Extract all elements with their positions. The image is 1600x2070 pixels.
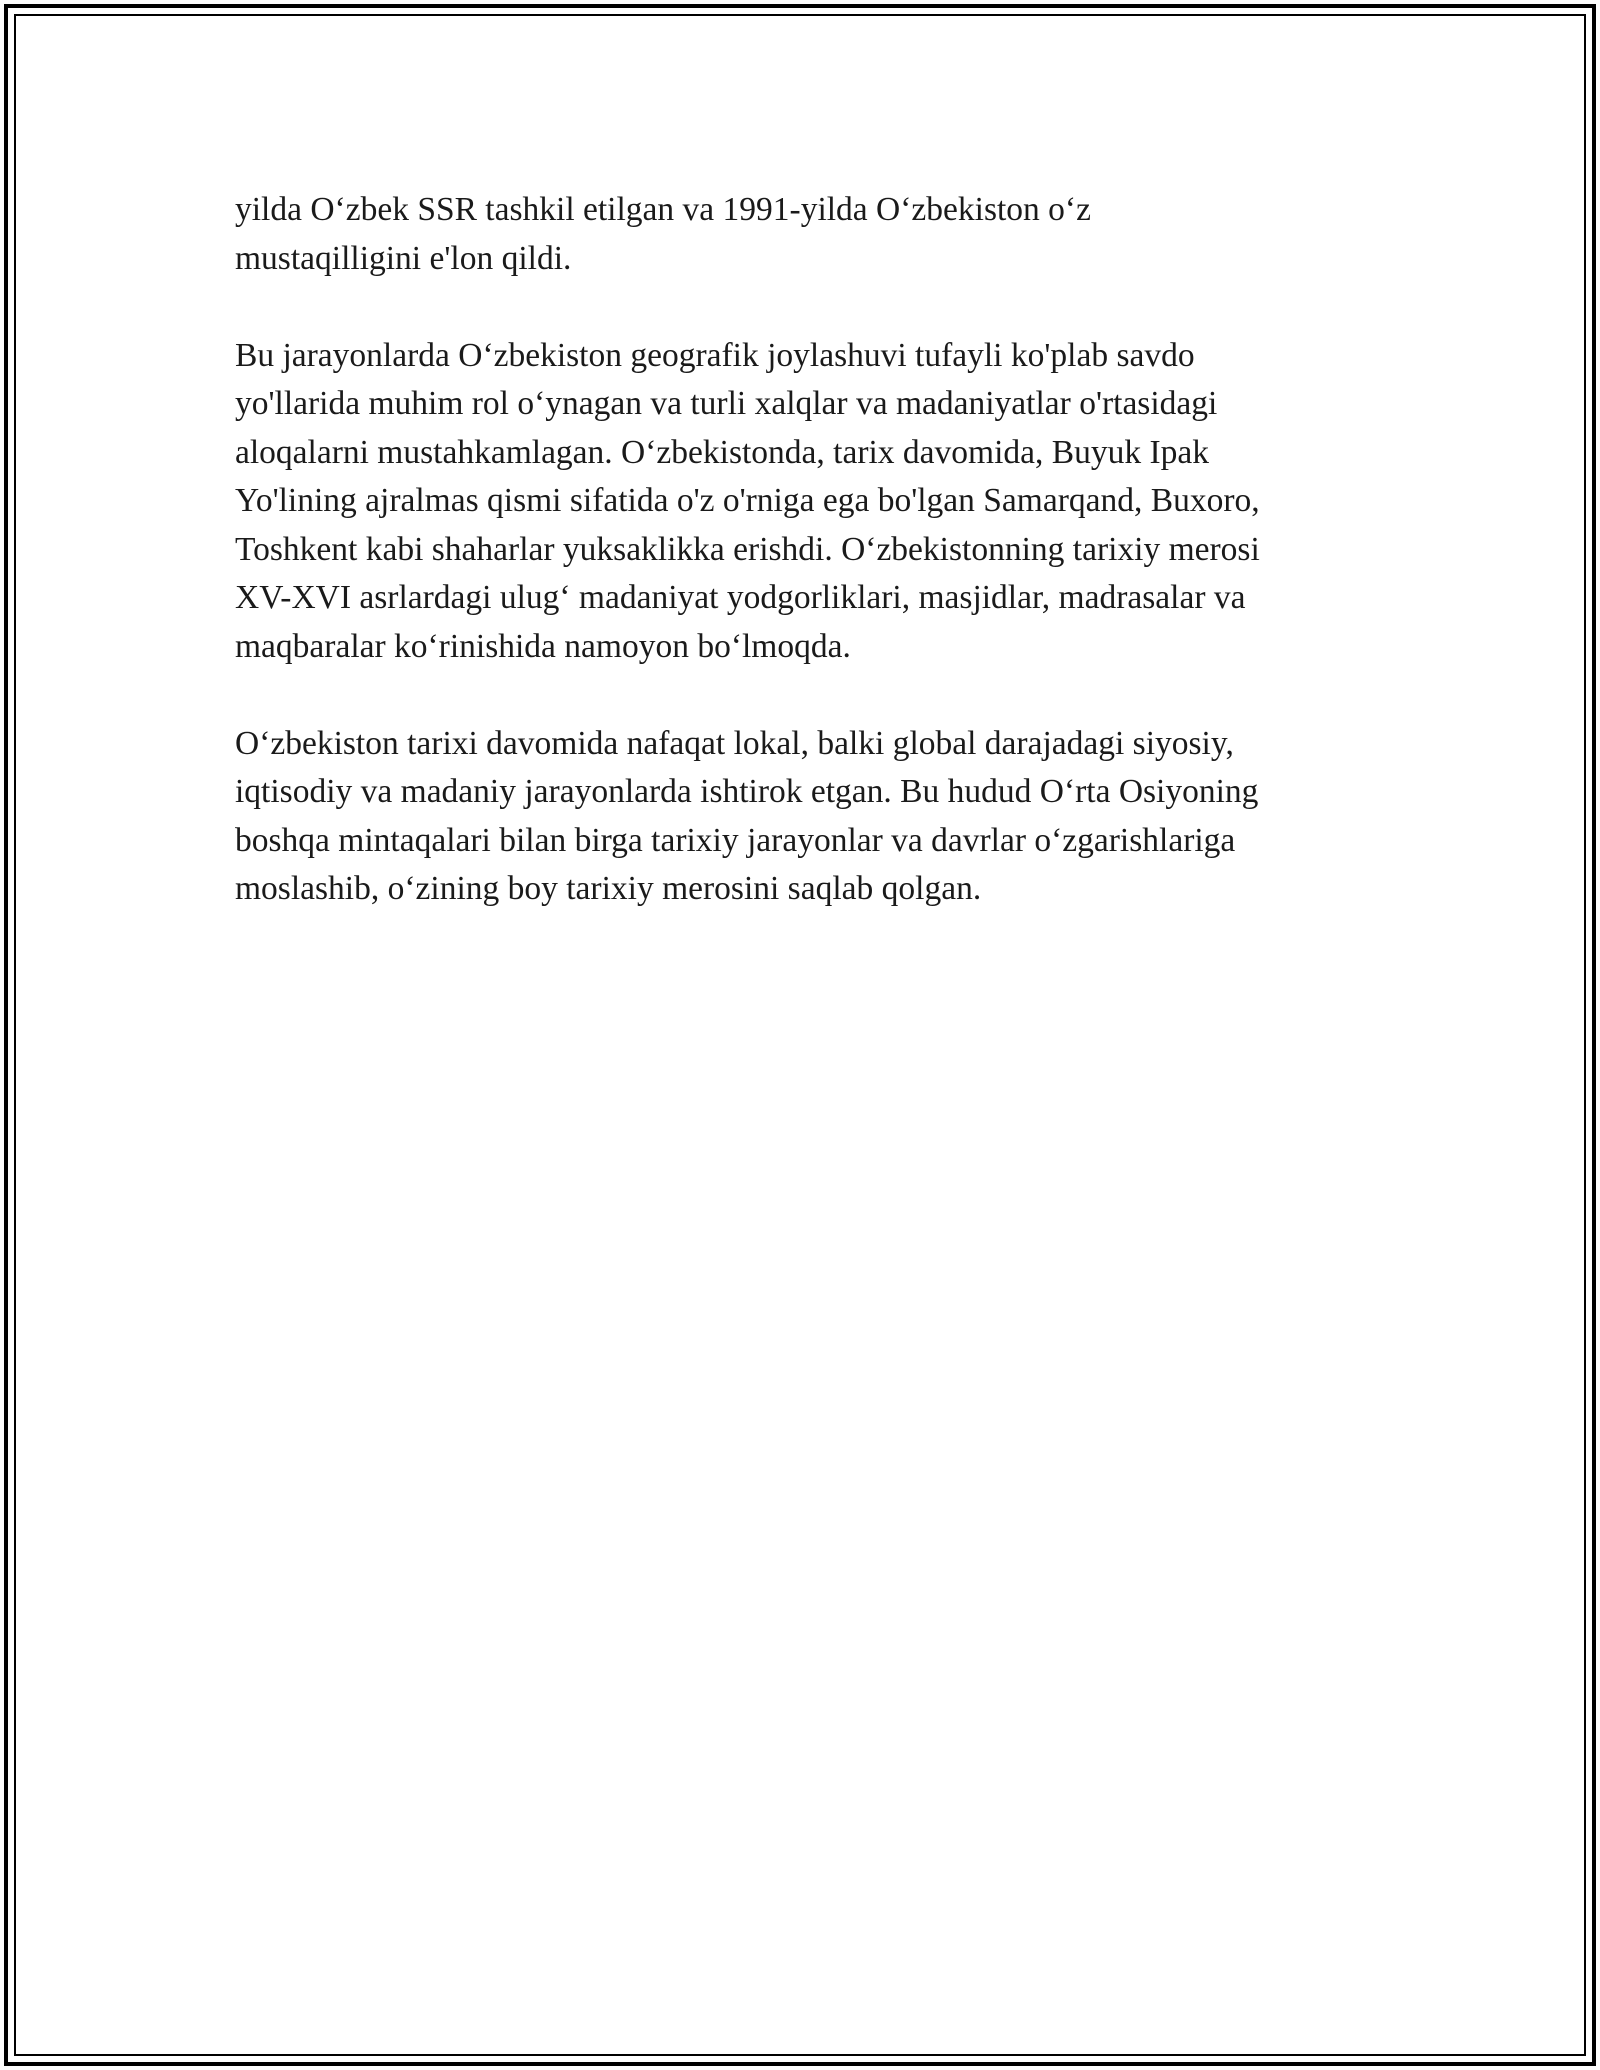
paragraph-3: O‘zbekiston tarixi davomida nafaqat lokal, balki global darajadagi siyosiy, iqtisodiy va madaniy jarayonlarda ishtirok etgan. Bu hudud O‘rta Osiyoning boshqa mintaqalari bilan birga tarixiy jarayonlar va davrlar o‘zgarishlariga moslashib, o‘zining boy tarixiy merosini saqlab qolgan.	[235, 724, 1259, 907]
paragraph-1: yilda O‘zbek SSR tashkil etilgan va 1991-yilda O‘zbekiston o‘z mustaqilligini e'lon qildi.	[235, 191, 1091, 277]
document-body	[235, 186, 1395, 962]
paragraph-2: Bu jarayonlarda O‘zbekiston geografik joylashuvi tufayli ko'plab savdo yo'llarida muhim rol o‘ynagan va turli xalqlar va madaniyatlar o'rtasidagi aloqalarni mustahkamlagan. O‘zbekistonda, tarix davomida, Buyuk Ipak Yo'lining ajralmas qismi sifatida o'z o'rniga ega bo'lgan Samarqand, Buxoro, Toshkent kabi shaharlar yuksaklikka erishdi. O‘zbekistonning tarixiy merosi XV-XVI asrlardagi ulug‘ madaniyat yodgorliklari, masjidlar, madrasalar va maqbaralar ko‘rinishida namoyon bo‘lmoqda.	[235, 336, 1260, 665]
